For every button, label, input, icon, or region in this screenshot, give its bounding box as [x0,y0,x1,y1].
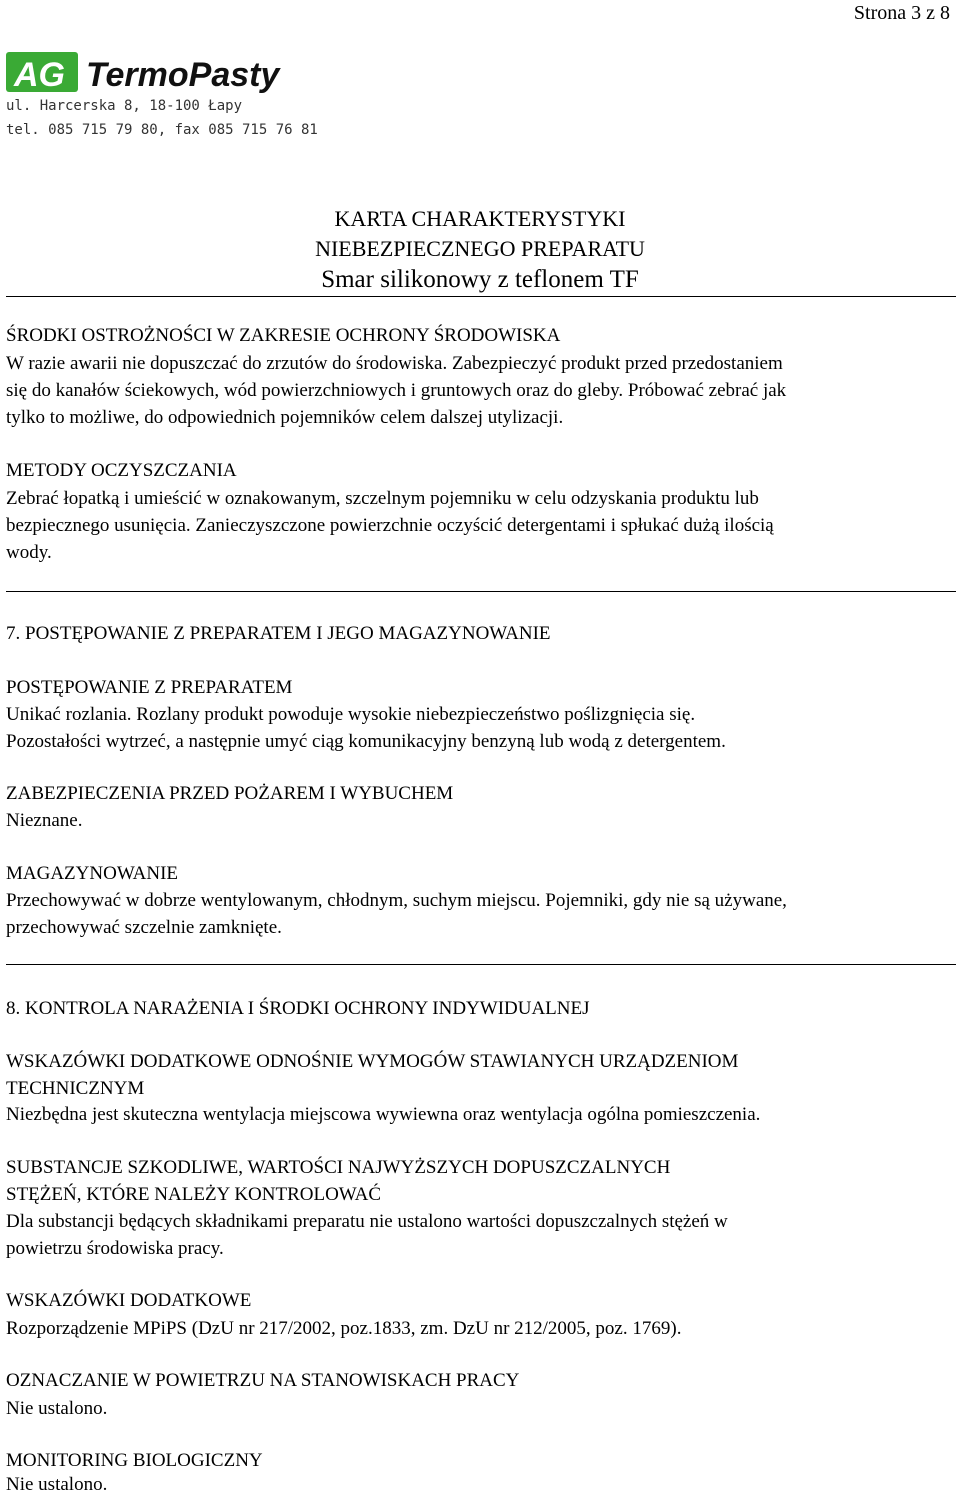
fire-heading: ZABEZPIECZENIA PRZED POŻAREM I WYBUCHEM [6,783,454,804]
storage-text-line1: Przechowywać w dobrze wentylowanym, chłodnym, suchym miejscu. Pojemniki, gdy nie są używane, [6,890,787,911]
handling-heading: POSTĘPOWANIE Z PREPARATEM [6,677,293,698]
document-title-line1: KARTA CHARAKTERYSTYKI [334,206,626,231]
env-heading: ŚRODKI OSTROŻNOŚCI W ZAKRESIE OCHRONY ŚRODOWISKA [6,325,561,346]
section-divider-8 [6,964,956,965]
extra-text: Rozporządzenie MPiPS (DzU nr 217/2002, poz.1833, zm. DzU nr 212/2005, poz. 1769). [6,1318,682,1339]
company-logo [6,50,321,95]
svg-text:AG: AG [14,56,65,94]
cleaning-text-line3: wody. [6,542,52,563]
page-number: Strona 3 z 8 [853,2,950,24]
tech-heading-line2: TECHNICZNYM [6,1078,145,1099]
extra-heading: WSKAZÓWKI DODATKOWE [6,1290,252,1311]
title-divider [6,296,956,297]
substances-text-line2: powietrzu środowiska pracy. [6,1238,224,1259]
logo-wordmark: TermoPasty [86,56,280,94]
substances-heading-line2: STĘŻEŃ, KTÓRE NALEŻY KONTROLOWAĆ [6,1184,382,1205]
air-heading: OZNACZANIE W POWIETRZU NA STANOWISKACH PRACY [6,1370,520,1391]
env-text-line1: W razie awarii nie dopuszczać do zrzutów do środowiska. Zabezpieczyć produkt przed przedostaniem [6,353,783,374]
storage-heading: MAGAZYNOWANIE [6,863,179,884]
bio-text: Nie ustalono. [6,1474,108,1495]
handling-text-line2: Pozostałości wytrzeć, a następnie umyć ciąg komunikacyjny benzyną lub wodą z detergentem. [6,731,726,752]
section-8-heading: 8. KONTROLA NARAŻENIA I ŚRODKI OCHRONY INDYWIDUALNEJ [6,998,590,1019]
cleaning-text-line1: Zebrać łopatką i umieścić w oznakowanym, szczelnym pojemniku w celu odzyskania produktu lub [6,488,759,509]
product-name: Smar silikonowy z teflonem TF [321,266,639,293]
substances-text-line1: Dla substancji będących składnikami preparatu nie ustalono wartości dopuszczalnych stężeń w [6,1211,728,1232]
section-7-heading: 7. POSTĘPOWANIE Z PREPARATEM I JEGO MAGAZYNOWANIE [6,623,551,644]
cleaning-text-line2: bezpiecznego usunięcia. Zanieczyszczone powierzchnie oczyścić detergentami i spłukać dużą ilością [6,515,774,536]
storage-text-line2: przechowywać szczelnie zamknięte. [6,917,282,938]
substances-heading-line1: SUBSTANCJE SZKODLIWE, WARTOŚCI NAJWYŻSZYCH DOPUSZCZALNYCH [6,1157,671,1178]
env-text-line3: tylko to możliwe, do odpowiednich pojemników celem dalszej utylizacji. [6,407,564,428]
section-divider-7 [6,591,956,592]
tech-text: Niezbędna jest skuteczna wentylacja miejscowa wywiewna oraz wentylacja ogólna pomieszczenia. [6,1104,761,1125]
air-text: Nie ustalono. [6,1398,108,1419]
company-phone: tel. 085 715 79 80, fax 085 715 76 81 [6,122,318,138]
document-title-line2: NIEBEZPIECZNEGO PREPARATU [315,236,645,261]
handling-text-line1: Unikać rozlania. Rozlany produkt powoduje wysokie niebezpieczeństwo poślizgnięcia się. [6,704,696,725]
tech-heading-line1: WSKAZÓWKI DODATKOWE ODNOŚNIE WYMOGÓW STAWIANYCH URZĄDZENIOM [6,1051,739,1072]
company-address: ul. Harcerska 8, 18-100 Łapy [6,98,243,114]
bio-heading: MONITORING BIOLOGICZNY [6,1450,263,1471]
cleaning-heading: METODY OCZYSZCZANIA [6,460,237,481]
fire-text: Nieznane. [6,810,83,831]
env-text-line2: się do kanałów ściekowych, wód powierzchniowych i gruntowych oraz do gleby. Próbować zebrać jak [6,380,787,401]
